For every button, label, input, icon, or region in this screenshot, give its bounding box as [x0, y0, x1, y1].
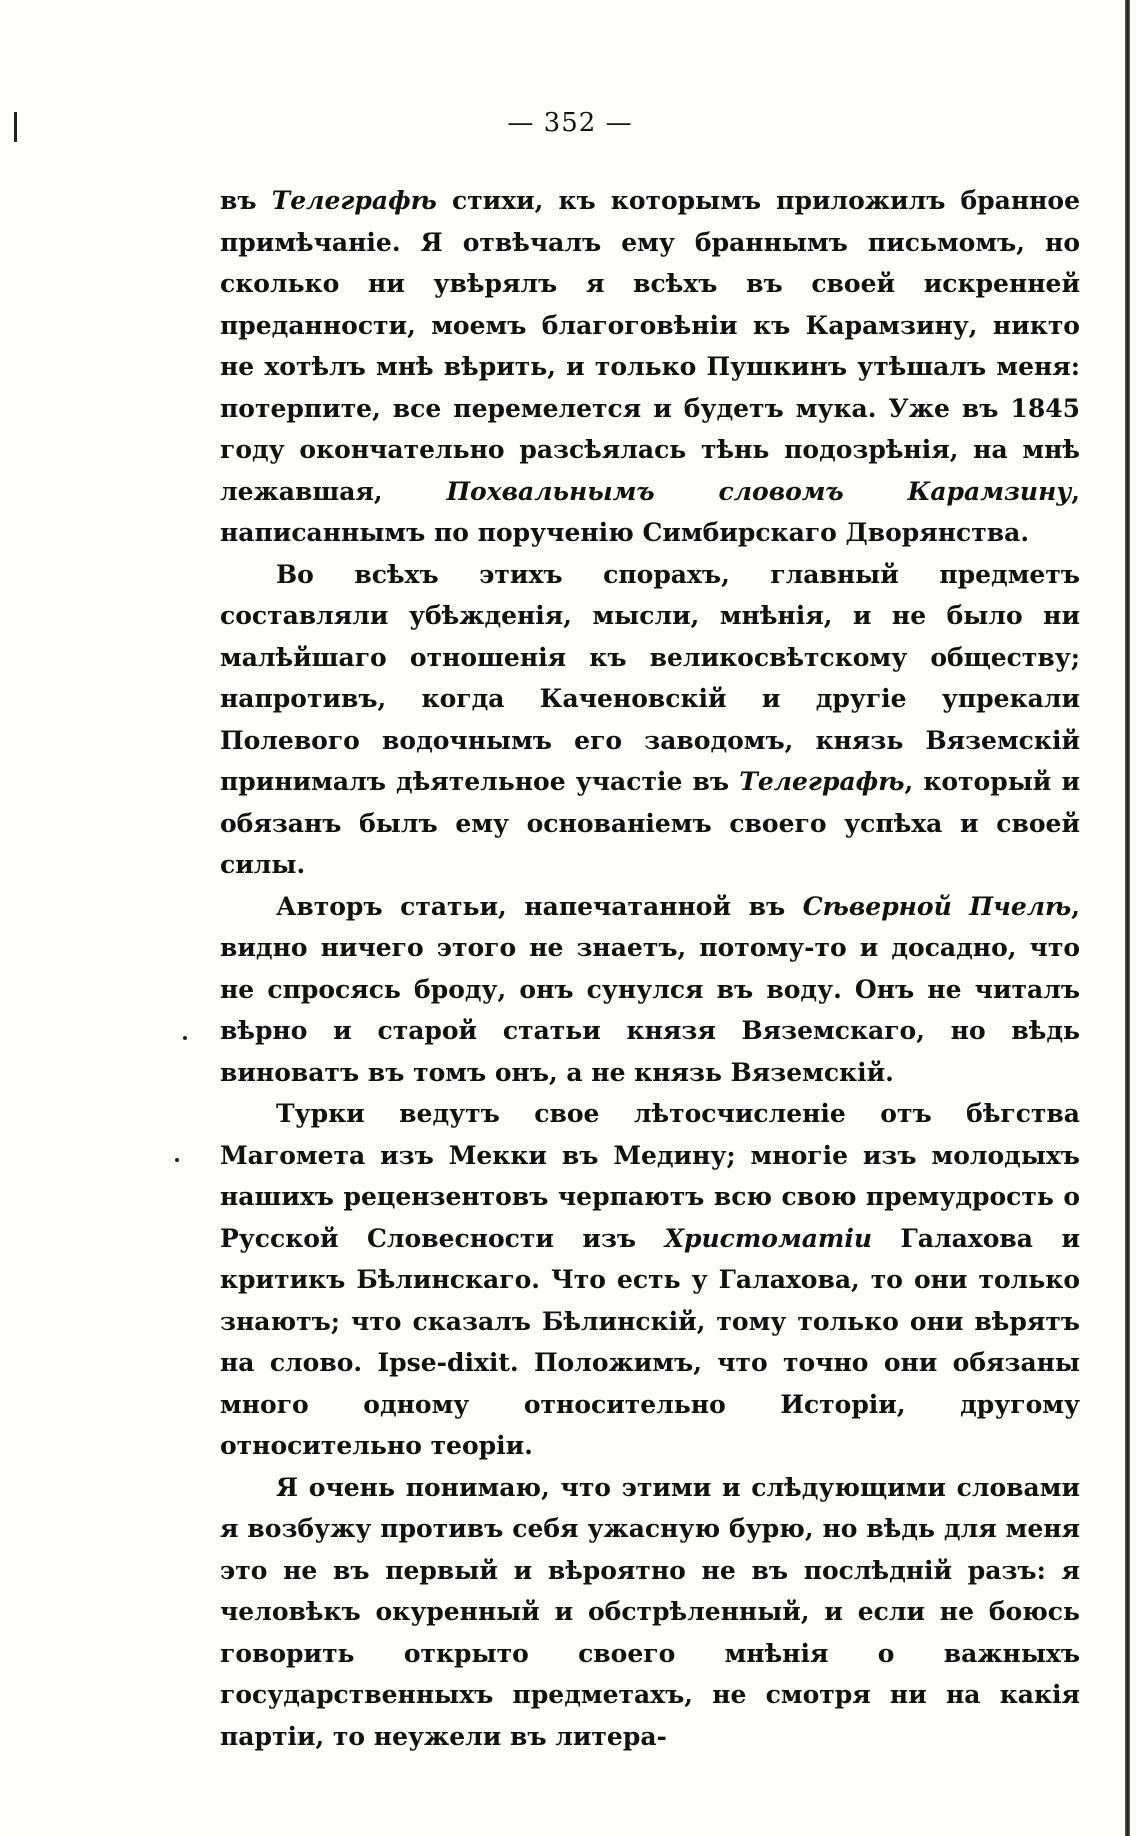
text-run: Авторъ статьи, напечатанной въ: [276, 891, 803, 921]
paragraph-1: [220, 180, 1080, 554]
text-run: въ: [220, 186, 272, 215]
text-run: Галахова и критикъ Бѣлинскаго. Что есть у Галахова, то они только знаютъ; что сказалъ Бѣлинскій, тому только они вѣрятъ на слово. Ipse-dixit. Положимъ, что точно они обязаны много одному относительно Исторіи, другому относительно теоріи.: [220, 1223, 1080, 1460]
text-run: , который и обязанъ былъ ему основаніемъ своего успѣха и своей силы.: [220, 767, 1080, 879]
italic-title: Христоматіи: [664, 1223, 873, 1253]
paragraph-3: [220, 886, 1080, 1094]
text-run: стихи, къ которымъ приложилъ бранное примѣчаніе. Я отвѣчалъ ему браннымъ письмомъ, но сколько ни увѣрялъ я всѣхъ въ своей искренней преданности, моемъ благоговѣніи къ Карамзину, никто не хотѣлъ мнѣ вѣрить, и только Пушкинъ утѣшалъ меня: потерпите, все перемелется и будетъ мука. Уже въ 1845 году окончательно разсѣялась тѣнь подозрѣнія, на мнѣ лежавшая,: [220, 186, 1080, 506]
italic-title: Сѣверной Пчелѣ: [802, 891, 1072, 921]
text-run: , написаннымъ по порученію Симбирскаго Дворянства.: [220, 476, 1080, 547]
italic-title: Телеграфѣ: [271, 186, 437, 215]
paragraph-4: [220, 1093, 1080, 1467]
margin-speck: [183, 1036, 187, 1040]
italic-title: Похвальнымъ словомъ Карамзину: [446, 476, 1072, 506]
italic-title: Телеграфѣ: [739, 767, 905, 796]
margin-speck: [175, 1158, 179, 1162]
text-run: , видно ничего этого не знаетъ, потому-то и досадно, что не спросясь броду, онъ сунулся въ воду. Онъ не читалъ вѣрно и старой статьи князя Вяземскаго, но вѣдь виноватъ въ томъ онъ, а не князь Вяземскій.: [220, 891, 1080, 1087]
text-run: Турки ведутъ свое лѣтосчисленіе отъ бѣгства Магомета изъ Мекки въ Медину; многіе изъ молодыхъ нашихъ рецензентовъ черпаютъ всю свою премудрость о Русской Словесности изъ: [220, 1099, 1080, 1253]
page-edge-shadow: [1125, 0, 1130, 1836]
text-run: Я очень понимаю, что этими и слѣдующими словами я возбужу противъ себя ужасную бурю, но вѣдь для меня это не въ первый и вѣроятно не въ послѣдній разъ: я человѣкъ окуренный и обстрѣленный, и если не боюсь говорить открыто своего мнѣнія о важныхъ государственныхъ предметахъ, не смотря ни на какія партіи, то неужели въ литера-: [220, 1472, 1080, 1751]
paragraph-2: [220, 554, 1080, 886]
body-text: [220, 180, 1080, 1757]
text-run: Во всѣхъ этихъ спорахъ, главный предметъ составляли убѣжденія, мысли, мнѣнія, и не было ни малѣйшаго отношенія къ великосвѣтскому обществу; напротивъ, когда Каченовскій и другіе упрекали Полевого водочнымъ его заводомъ, князь Вяземскій принималъ дѣятельное участіе въ: [220, 559, 1080, 796]
page-number: — 352 —: [507, 108, 633, 138]
paragraph-5: [220, 1467, 1080, 1758]
